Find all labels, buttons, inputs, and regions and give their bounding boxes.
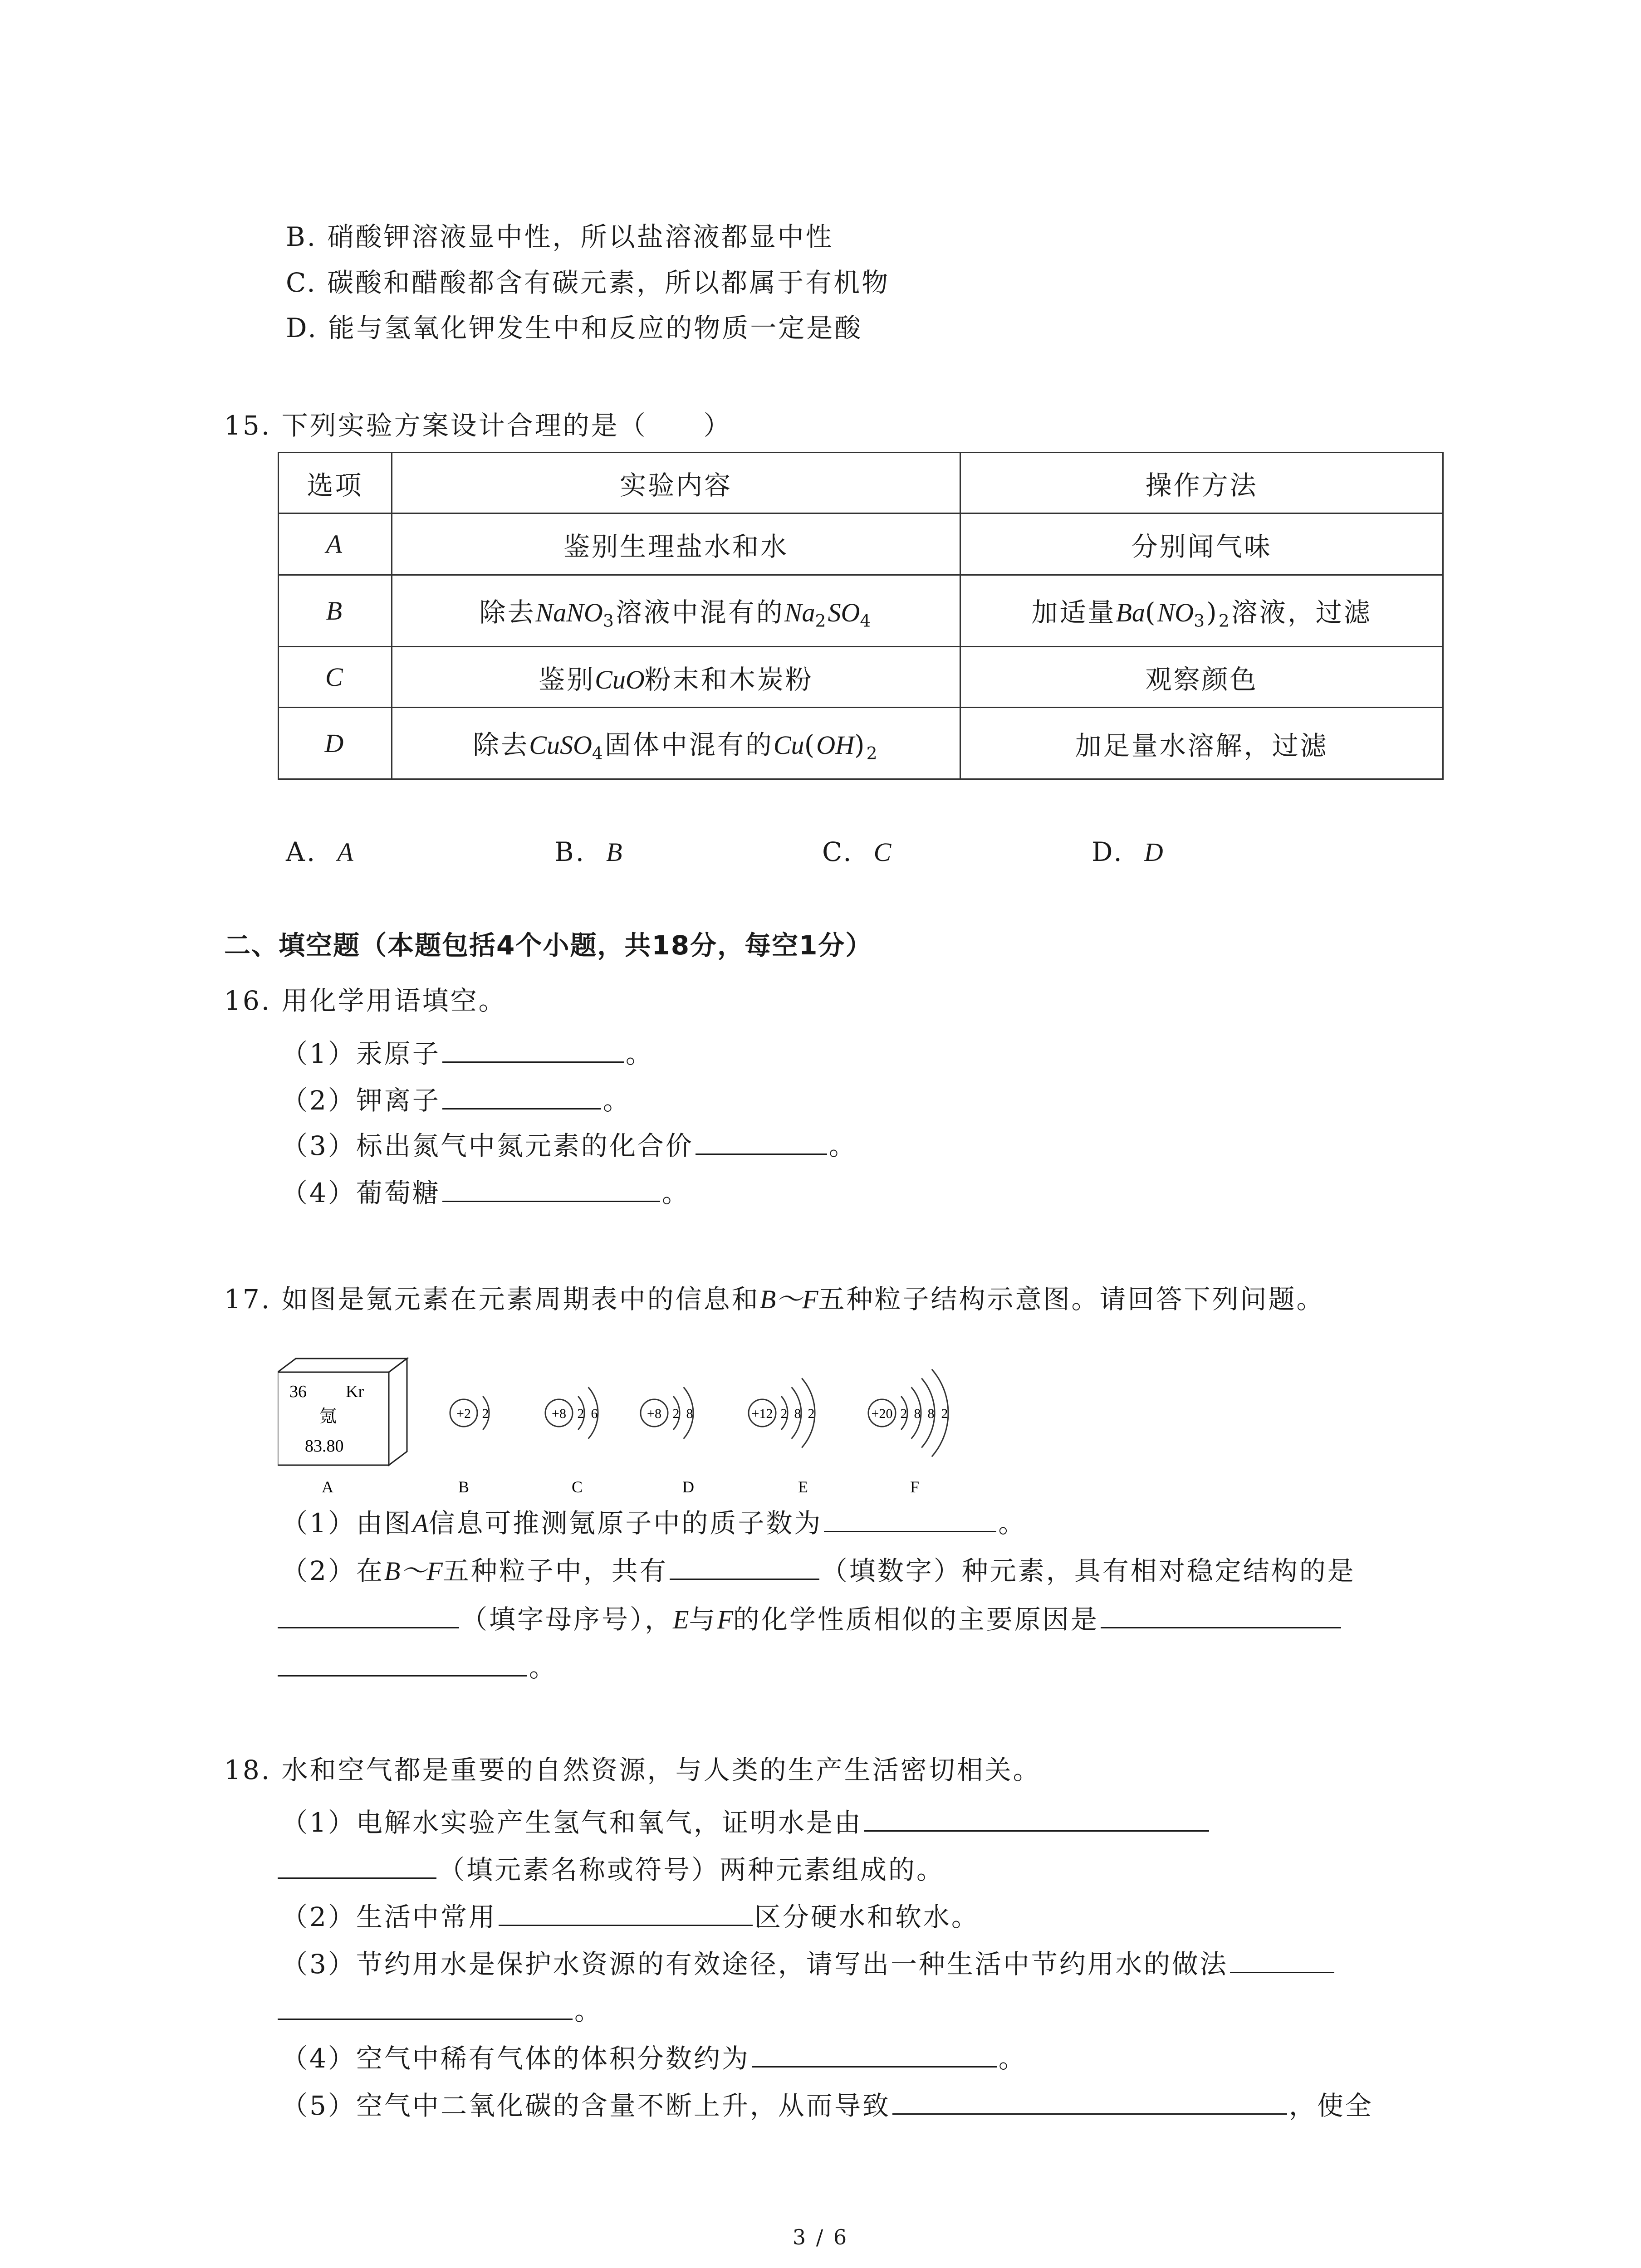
q18-part-3: （3）节约用水是保护水资源的有效途径，请写出一种生活中节约用水的做法: [281, 1946, 1336, 1982]
q15-row-method: 分别闻气味: [960, 513, 1443, 575]
nucleus-charge: +20: [871, 1406, 893, 1421]
page-number: 3 / 6: [792, 2225, 849, 2249]
q14-option-c: C. 碳酸和醋酸都含有碳元素，所以都属于有机物: [286, 267, 890, 298]
q15-header-content: 实验内容: [392, 453, 960, 513]
element-mass: 83.80: [305, 1437, 344, 1456]
atom-diagram: [545, 1387, 598, 1438]
table-row: [279, 575, 1443, 647]
q15-row-option: C: [279, 647, 392, 708]
electron-count: 2: [941, 1406, 948, 1421]
q15-row-content: 鉴别生理盐水和水: [392, 513, 960, 575]
q15-answer-a: A. A: [286, 836, 353, 867]
electron-count: 2: [482, 1406, 489, 1421]
electron-count: 6: [591, 1406, 598, 1421]
electron-count: 2: [780, 1406, 788, 1421]
q15-row-method: 加适量$Ba(NO_3)_2$溶液，过滤: [960, 575, 1443, 647]
q15-answer-b: B. B: [554, 836, 622, 867]
q18-part-4: （4）空气中稀有气体的体积分数约为 。: [281, 2040, 1027, 2077]
element-symbol: Kr: [346, 1382, 364, 1401]
q15-row-content: 除去CuSO$_4$固体中混有的$Cu(OH)_2$: [392, 708, 960, 779]
q16-part-2: （2）钾离子 。: [281, 1082, 631, 1119]
figure-label-a: A: [322, 1478, 333, 1496]
table-row: [279, 708, 1443, 779]
nucleus-charge: +8: [552, 1406, 566, 1421]
electron-count: 8: [927, 1406, 935, 1421]
q17-part-2-cont: （填字母序号），E与F的化学性质相似的主要原因是: [278, 1601, 1343, 1638]
q15-row-option: B: [279, 575, 392, 647]
q18-part-2: （2）生活中常用 区分硬水和软水。: [281, 1899, 980, 1935]
electron-count: 8: [914, 1406, 921, 1421]
q17-part-1: （1）由图A信息可推测氪原子中的质子数为 。: [281, 1505, 1026, 1542]
electron-count: 2: [808, 1406, 815, 1421]
atom-diagram: [868, 1369, 948, 1457]
electron-count: 2: [672, 1406, 680, 1421]
q16-part-3: （3）标出氮气中氮元素的化合价 。: [281, 1128, 857, 1164]
electron-count: 8: [686, 1406, 693, 1421]
q18-stem: 18. 水和空气都是重要的自然资源，与人类的生产生活密切相关。: [224, 1755, 1041, 1785]
figure-label-d: D: [682, 1478, 694, 1496]
nucleus-charge: +12: [751, 1406, 773, 1421]
nucleus-charge: +2: [456, 1406, 471, 1421]
atom-diagram: [641, 1387, 693, 1438]
q15-row-content: 鉴别CuO粉末和木炭粉: [392, 647, 960, 708]
q15-table-header-row: [279, 453, 1443, 513]
electron-count: 2: [577, 1406, 584, 1421]
q15-answer-c: C. C: [822, 836, 892, 867]
figure-label-f: F: [910, 1478, 920, 1496]
q15-row-option: A: [279, 513, 392, 575]
element-card-krypton: [278, 1359, 407, 1465]
atom-diagrams: [450, 1369, 948, 1457]
q15-header-option: 选项: [279, 453, 392, 513]
q18-part-5: （5）空气中二氧化碳的含量不断上升，从而导致 ，使全: [281, 2087, 1373, 2124]
q14-option-b: B. 硝酸钾溶液显中性，所以盐溶液都显中性: [286, 221, 834, 252]
q15-header-method: 操作方法: [960, 453, 1443, 513]
electron-count: 8: [794, 1406, 801, 1421]
q15-row-method: 观察颜色: [960, 647, 1443, 708]
q18-part-1: （1）电解水实验产生氢气和氧气，证明水是由: [281, 1804, 1211, 1841]
table-row: [279, 647, 1443, 708]
q15-answer-d: D. D: [1092, 836, 1163, 867]
q17-part-2: （2）在B～F五种粒子中，共有 （填数字）种元素，具有相对稳定结构的是: [281, 1553, 1356, 1589]
table-row: [279, 513, 1443, 575]
q17-part-2-end: 。: [278, 1649, 557, 1686]
element-number: 36: [289, 1382, 307, 1401]
electron-count: 2: [900, 1406, 907, 1421]
particle-structure-figure: [278, 1340, 1049, 1504]
figure-label-e: E: [798, 1478, 808, 1496]
section-title: 二、填空题（本题包括4个小题，共18分，每空1分）: [224, 930, 873, 961]
element-name: 氪: [319, 1406, 337, 1426]
atom-diagram: [450, 1396, 489, 1430]
q15-row-content: 除去NaNO$_3$溶液中混有的$Na_2SO_4$: [392, 575, 960, 647]
q16-stem: 16. 用化学用语填空。: [224, 985, 507, 1016]
q16-part-1: （1）汞原子 。: [281, 1036, 654, 1072]
figure-label-b: B: [458, 1478, 470, 1496]
q15-table: [278, 452, 1444, 780]
q15-row-method: 加足量水溶解，过滤: [960, 708, 1443, 779]
q18-part-1-cont: （填元素名称或符号）两种元素组成的。: [278, 1852, 945, 1888]
q18-part-3-cont: 。: [278, 1993, 603, 2029]
q16-part-4: （4）葡萄糖 。: [281, 1175, 690, 1211]
atom-diagram: [749, 1378, 815, 1448]
q17-stem: 17. 如图是氪元素在元素周期表中的信息和B～F五种粒子结构示意图。请回答下列问题。: [224, 1284, 1325, 1315]
q14-option-d: D. 能与氢氧化钾发生中和反应的物质一定是酸: [286, 313, 863, 343]
nucleus-charge: +8: [647, 1406, 661, 1421]
q15-stem: 15. 下列实验方案设计合理的是（ ）: [224, 410, 732, 441]
figure-labels: [322, 1478, 919, 1496]
figure-label-c: C: [571, 1478, 583, 1496]
q15-row-option: D: [279, 708, 392, 779]
